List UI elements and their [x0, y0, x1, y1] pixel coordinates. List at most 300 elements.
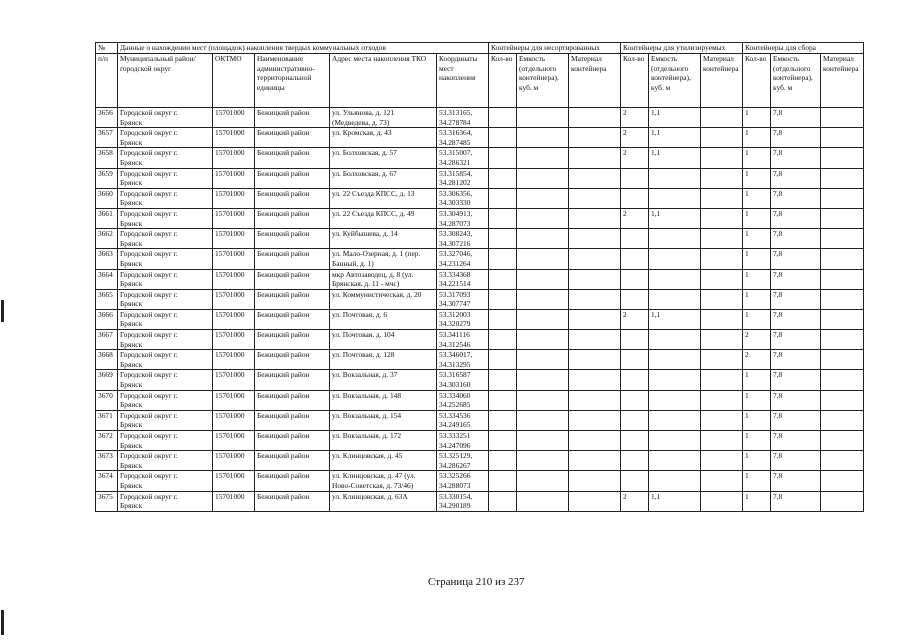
municipal-cell-text: Городской округ г.: [120, 128, 178, 138]
row-number: [96, 431, 118, 451]
municipal-cell-text: Брянск: [120, 117, 143, 127]
recycle-material-cell: [701, 330, 743, 350]
unsorted-capacity-cell: [517, 350, 569, 370]
coords-cell-text: 53.304913,: [439, 208, 473, 218]
coords-cell-text: 53.315854,: [439, 168, 473, 178]
unsorted-capacity-cell: [517, 410, 569, 430]
oktmo-cell-text: 15701000: [215, 168, 245, 178]
collect-material-cell: [821, 208, 864, 228]
address-cell: [330, 350, 437, 370]
recycle-count-cell: [621, 309, 649, 329]
col-oktmo-header: ОКТМО: [213, 54, 255, 108]
row-number-text: 3662: [98, 229, 113, 239]
row-number-text: 3675: [98, 491, 113, 501]
table-row: [96, 148, 864, 168]
recycle-material-cell: [701, 229, 743, 249]
recycle-count-cell: [621, 128, 649, 148]
recycle-count-cell: [621, 108, 649, 128]
collect-capacity-cell-text: 7,8: [773, 148, 783, 158]
municipal-cell-text: Городской округ г.: [120, 451, 178, 461]
collect-count-cell: [743, 269, 771, 289]
unsorted-count-cell: [489, 128, 517, 148]
coords-cell: [437, 431, 489, 451]
row-number: [96, 370, 118, 390]
municipal-cell-text: Брянск: [120, 299, 143, 309]
table-row: [96, 491, 864, 511]
unsorted-capacity-cell: [517, 188, 569, 208]
address-cell: [330, 491, 437, 511]
municipal-cell-text: Брянск: [120, 137, 143, 147]
municipal-cell-text: Брянск: [120, 178, 143, 188]
recycle-material-cell: [701, 289, 743, 309]
row-number-text: 3656: [98, 108, 113, 117]
coords-cell-text: 53.327046,: [439, 249, 473, 259]
row-number: [96, 148, 118, 168]
unsorted-capacity-cell: [517, 491, 569, 511]
unsorted-count-cell: [489, 249, 517, 269]
recycle-count-cell: [621, 350, 649, 370]
table-row: [96, 188, 864, 208]
coords-cell-text: 34.290189: [439, 501, 471, 511]
collect-material-cell: [821, 168, 864, 188]
municipal-cell-text: Брянск: [120, 279, 143, 289]
row-number: [96, 188, 118, 208]
coords-cell-text: 34.307216: [439, 238, 471, 248]
collect-count-cell: [743, 108, 771, 128]
collect-count-cell: [743, 370, 771, 390]
col-collect-material-header: Материал контейнера: [821, 54, 864, 108]
row-number-text: 3671: [98, 410, 113, 420]
municipal-cell: [118, 350, 213, 370]
row-number: [96, 289, 118, 309]
recycle-containers-group-header: Контейнеры для утилизируемых: [621, 43, 743, 54]
recycle-capacity-cell: [649, 370, 701, 390]
coords-cell: [437, 471, 489, 491]
collect-capacity-cell-text: 7,8: [773, 330, 783, 340]
recycle-capacity-cell: [649, 208, 701, 228]
territory-cell-text: Бежицкий район: [257, 289, 310, 299]
collect-capacity-cell: [771, 188, 821, 208]
unsorted-count-cell: [489, 309, 517, 329]
collect-capacity-cell: [771, 289, 821, 309]
unsorted-material-cell: [569, 229, 621, 249]
municipal-cell-text: Брянск: [120, 319, 143, 329]
address-cell: [330, 471, 437, 491]
coords-cell-text: 53.325266: [439, 471, 471, 481]
unsorted-capacity-cell: [517, 309, 569, 329]
municipal-cell: [118, 410, 213, 430]
col-recycle-count-header: Кол-во: [621, 54, 649, 108]
address-cell: [330, 249, 437, 269]
recycle-count-cell: [621, 188, 649, 208]
unsorted-material-cell: [569, 431, 621, 451]
territory-cell-text: Бежицкий район: [257, 350, 310, 360]
table-row: [96, 269, 864, 289]
address-cell-text: ул. Вокзальная, д. 172: [332, 431, 402, 440]
oktmo-cell: [213, 249, 255, 269]
row-number-text: 3664: [98, 269, 113, 279]
collect-count-cell-text: 1: [745, 491, 749, 501]
recycle-material-cell: [701, 350, 743, 370]
recycle-material-cell: [701, 188, 743, 208]
oktmo-cell: [213, 108, 255, 128]
collect-capacity-cell: [771, 168, 821, 188]
oktmo-cell: [213, 330, 255, 350]
row-number: [96, 269, 118, 289]
row-number-text: 3660: [98, 188, 113, 198]
coords-cell: [437, 269, 489, 289]
coords-cell-text: 34.312546: [439, 339, 471, 349]
collect-count-cell: [743, 188, 771, 208]
unsorted-material-cell: [569, 471, 621, 491]
municipal-cell-text: Городской округ г.: [120, 330, 178, 340]
collect-capacity-cell: [771, 451, 821, 471]
table-row: [96, 168, 864, 188]
oktmo-cell-text: 15701000: [215, 148, 245, 158]
municipal-cell-text: Городской округ г.: [120, 410, 178, 420]
oktmo-cell-text: 15701000: [215, 249, 245, 259]
municipal-cell-text: Городской округ г.: [120, 431, 178, 440]
municipal-cell: [118, 309, 213, 329]
table-row: [96, 309, 864, 329]
oktmo-cell-text: 15701000: [215, 289, 245, 299]
collect-material-cell: [821, 431, 864, 451]
collect-capacity-cell-text: 7,8: [773, 249, 783, 259]
territory-cell: [255, 108, 330, 128]
coords-cell-text: 53.312003: [439, 309, 471, 319]
municipal-cell-text: Городской округ г.: [120, 350, 178, 360]
recycle-capacity-cell: [649, 471, 701, 491]
oktmo-cell: [213, 208, 255, 228]
unsorted-count-cell: [489, 431, 517, 451]
address-cell: [330, 229, 437, 249]
recycle-material-cell: [701, 269, 743, 289]
unsorted-count-cell: [489, 289, 517, 309]
collect-count-cell: [743, 471, 771, 491]
collect-capacity-cell-text: 7,8: [773, 451, 783, 461]
collect-count-cell-text: 1: [745, 249, 749, 259]
recycle-capacity-cell-text: 1,1: [651, 128, 661, 138]
row-number: [96, 229, 118, 249]
collect-count-cell: [743, 208, 771, 228]
collect-capacity-cell: [771, 309, 821, 329]
territory-cell: [255, 148, 330, 168]
address-cell: [330, 128, 437, 148]
oktmo-cell: [213, 491, 255, 511]
recycle-capacity-cell: [649, 188, 701, 208]
unsorted-capacity-cell: [517, 451, 569, 471]
address-cell-text: ул. Мало-Озерная, д. 1 (пер.: [332, 249, 421, 259]
collect-capacity-cell: [771, 390, 821, 410]
collect-count-cell-text: 1: [745, 108, 749, 117]
collect-capacity-cell: [771, 491, 821, 511]
unsorted-material-cell: [569, 188, 621, 208]
collection-containers-group-header: Контейнеры для сбора: [743, 43, 864, 54]
recycle-count-cell: [621, 229, 649, 249]
address-cell: [330, 451, 437, 471]
recycle-capacity-cell: [649, 128, 701, 148]
unsorted-count-cell: [489, 471, 517, 491]
territory-cell-text: Бежицкий район: [257, 229, 310, 239]
recycle-count-cell: [621, 249, 649, 269]
recycle-capacity-cell: [649, 390, 701, 410]
municipal-cell-text: Городской округ г.: [120, 309, 178, 319]
municipal-cell: [118, 471, 213, 491]
unsorted-count-cell: [489, 168, 517, 188]
municipal-cell: [118, 208, 213, 228]
territory-cell-text: Бежицкий район: [257, 370, 310, 380]
coords-cell-text: 53.346017,: [439, 350, 473, 360]
territory-cell-text: Бежицкий район: [257, 330, 310, 340]
coords-cell-text: 53.334060: [439, 390, 471, 400]
unsorted-capacity-cell: [517, 330, 569, 350]
territory-cell-text: Бежицкий район: [257, 491, 310, 501]
unsorted-capacity-cell: [517, 370, 569, 390]
unsorted-material-cell: [569, 350, 621, 370]
collect-capacity-cell: [771, 431, 821, 451]
territory-cell: [255, 471, 330, 491]
recycle-capacity-cell-text: 1,1: [651, 208, 661, 218]
oktmo-cell-text: 15701000: [215, 128, 245, 138]
collect-material-cell: [821, 188, 864, 208]
collect-capacity-cell-text: 7,8: [773, 168, 783, 178]
coords-cell-text: 34.320279: [439, 319, 471, 329]
row-number: [96, 330, 118, 350]
municipal-cell-text: Городской округ г.: [120, 471, 178, 481]
unsorted-capacity-cell: [517, 208, 569, 228]
territory-cell-text: Бежицкий район: [257, 431, 310, 440]
recycle-capacity-cell: [649, 289, 701, 309]
unsorted-containers-group-header: Контейнеры для несортированных: [489, 43, 621, 54]
oktmo-cell-text: 15701000: [215, 330, 245, 340]
oktmo-cell-text: 15701000: [215, 370, 245, 380]
collect-capacity-cell-text: 7,8: [773, 491, 783, 501]
table-body: [96, 108, 864, 512]
territory-cell: [255, 168, 330, 188]
col-territory-header: Наименование административно-территориальной единицы: [255, 54, 330, 108]
row-number-text: 3665: [98, 289, 113, 299]
recycle-count-cell-text: 2: [623, 108, 627, 117]
collect-capacity-cell-text: 7,8: [773, 309, 783, 319]
oktmo-cell-text: 15701000: [215, 431, 245, 440]
col-number-header: №: [96, 43, 118, 54]
coords-cell: [437, 188, 489, 208]
unsorted-capacity-cell: [517, 390, 569, 410]
unsorted-material-cell: [569, 108, 621, 128]
recycle-capacity-cell: [649, 431, 701, 451]
collect-capacity-cell: [771, 269, 821, 289]
col-unsorted-count-header: Кол-во: [489, 54, 517, 108]
collect-material-cell: [821, 471, 864, 491]
table-row: [96, 229, 864, 249]
municipal-cell: [118, 188, 213, 208]
address-cell-text: ул. Почтовая, д. 6: [332, 309, 388, 319]
collect-material-cell: [821, 309, 864, 329]
address-cell: [330, 330, 437, 350]
col-collect-capacity-header: Емкость (отдельного контейнера), куб. м: [771, 54, 821, 108]
oktmo-cell-text: 15701000: [215, 108, 245, 117]
municipal-cell-text: Городской округ г.: [120, 269, 178, 279]
address-cell-text: Брянская, д. 11 - мчс): [332, 279, 400, 289]
recycle-capacity-cell-text: 1,1: [651, 148, 661, 158]
territory-cell-text: Бежицкий район: [257, 208, 310, 218]
coords-cell-text: 53.316587: [439, 370, 471, 380]
unsorted-count-cell: [489, 188, 517, 208]
coords-cell-text: 34.303160: [439, 380, 471, 390]
oktmo-cell: [213, 269, 255, 289]
territory-cell: [255, 269, 330, 289]
address-cell: [330, 289, 437, 309]
row-number-text: 3657: [98, 128, 113, 138]
row-number-text: 3667: [98, 330, 113, 340]
coords-cell: [437, 491, 489, 511]
recycle-count-cell: [621, 471, 649, 491]
coords-cell-text: 53.334536: [439, 410, 471, 420]
address-cell-text: ул. Клинцовская, д. 47 (ул.: [332, 471, 416, 481]
recycle-count-cell: [621, 390, 649, 410]
municipal-cell-text: Городской округ г.: [120, 289, 178, 299]
recycle-material-cell: [701, 168, 743, 188]
oktmo-cell: [213, 229, 255, 249]
collect-material-cell: [821, 148, 864, 168]
municipal-cell-text: Брянск: [120, 480, 143, 490]
territory-cell-text: Бежицкий район: [257, 451, 310, 461]
oktmo-cell-text: 15701000: [215, 208, 245, 218]
address-cell: [330, 208, 437, 228]
territory-cell: [255, 491, 330, 511]
unsorted-count-cell: [489, 148, 517, 168]
unsorted-material-cell: [569, 491, 621, 511]
address-cell-text: ул. Почтовая, д. 128: [332, 350, 395, 360]
unsorted-capacity-cell: [517, 269, 569, 289]
recycle-capacity-cell: [649, 168, 701, 188]
recycle-capacity-cell: [649, 229, 701, 249]
row-number: [96, 108, 118, 128]
collect-count-cell: [743, 451, 771, 471]
territory-cell: [255, 370, 330, 390]
recycle-count-cell-text: 2: [623, 128, 627, 138]
address-cell: [330, 148, 437, 168]
territory-cell: [255, 289, 330, 309]
coords-cell: [437, 229, 489, 249]
address-cell: [330, 188, 437, 208]
collect-material-cell: [821, 370, 864, 390]
table-row: [96, 451, 864, 471]
col-coords-header: Координаты мест накопления: [437, 54, 489, 108]
municipal-cell-text: Брянск: [120, 400, 143, 410]
collect-capacity-cell: [771, 108, 821, 128]
territory-cell-text: Бежицкий район: [257, 188, 310, 198]
recycle-count-cell: [621, 148, 649, 168]
coords-cell-text: 53.317093: [439, 289, 471, 299]
collect-capacity-cell: [771, 128, 821, 148]
collect-capacity-cell: [771, 229, 821, 249]
municipal-cell: [118, 451, 213, 471]
oktmo-cell-text: 15701000: [215, 410, 245, 420]
territory-cell: [255, 229, 330, 249]
unsorted-material-cell: [569, 370, 621, 390]
row-number: [96, 350, 118, 370]
municipal-cell: [118, 370, 213, 390]
coords-cell: [437, 451, 489, 471]
recycle-count-cell: [621, 410, 649, 430]
territory-cell: [255, 188, 330, 208]
collect-capacity-cell-text: 7,8: [773, 108, 783, 117]
address-cell: [330, 309, 437, 329]
recycle-capacity-cell: [649, 350, 701, 370]
collect-material-cell: [821, 108, 864, 128]
coords-cell-text: 34.287073: [439, 218, 471, 228]
recycle-capacity-cell: [649, 451, 701, 471]
oktmo-cell: [213, 410, 255, 430]
oktmo-cell: [213, 451, 255, 471]
municipal-cell-text: Брянск: [120, 157, 143, 167]
recycle-capacity-cell: [649, 330, 701, 350]
col-recycle-material-header: Материал контейнера: [701, 54, 743, 108]
col-address-header: Адрес места накопления ТКО: [330, 54, 437, 108]
address-cell-text: ул. Ульянова, д. 121: [332, 108, 395, 117]
coords-cell: [437, 330, 489, 350]
recycle-capacity-cell: [649, 309, 701, 329]
row-number-text: 3666: [98, 309, 113, 319]
collect-material-cell: [821, 269, 864, 289]
oktmo-cell-text: 15701000: [215, 269, 245, 279]
recycle-count-cell-text: 2: [623, 491, 627, 501]
address-cell: [330, 269, 437, 289]
coords-cell: [437, 108, 489, 128]
territory-cell-text: Бежицкий район: [257, 390, 310, 400]
municipal-cell-text: Городской округ г.: [120, 249, 178, 259]
row-number-text: 3670: [98, 390, 113, 400]
collect-material-cell: [821, 289, 864, 309]
address-cell-text: ул. Вокзальная, д. 154: [332, 410, 402, 420]
address-cell-text: ул. Вокзальная, д. 37: [332, 370, 398, 380]
unsorted-material-cell: [569, 330, 621, 350]
territory-cell: [255, 350, 330, 370]
coords-cell-text: 53.308243,: [439, 229, 473, 239]
municipal-cell: [118, 289, 213, 309]
address-cell-text: ул. Клинцовская, д. 63А: [332, 491, 408, 501]
oktmo-cell-text: 15701000: [215, 188, 245, 198]
collect-capacity-cell: [771, 410, 821, 430]
territory-cell: [255, 309, 330, 329]
unsorted-material-cell: [569, 208, 621, 228]
municipal-cell-text: Городской округ г.: [120, 229, 178, 239]
recycle-material-cell: [701, 491, 743, 511]
recycle-capacity-cell-text: 1,1: [651, 309, 661, 319]
col-recycle-capacity-header: Емкость (отдельного контейнера), куб. м: [649, 54, 701, 108]
collect-material-cell: [821, 249, 864, 269]
oktmo-cell-text: 15701000: [215, 471, 245, 481]
address-cell-text: ул. Кромская, д. 43: [332, 128, 392, 138]
collect-count-cell-text: 1: [745, 410, 749, 420]
unsorted-count-cell: [489, 410, 517, 430]
recycle-count-cell: [621, 208, 649, 228]
row-number: [96, 410, 118, 430]
municipal-cell: [118, 128, 213, 148]
oktmo-cell-text: 15701000: [215, 451, 245, 461]
header-row-groups: [96, 43, 864, 54]
municipal-cell: [118, 269, 213, 289]
collect-capacity-cell-text: 7,8: [773, 229, 783, 239]
collect-count-cell-text: 1: [745, 309, 749, 319]
unsorted-count-cell: [489, 208, 517, 228]
collect-capacity-cell-text: 7,8: [773, 370, 783, 380]
coords-cell: [437, 350, 489, 370]
row-number: [96, 208, 118, 228]
oktmo-cell-text: 15701000: [215, 309, 245, 319]
coords-cell-text: 53.316364,: [439, 128, 473, 138]
